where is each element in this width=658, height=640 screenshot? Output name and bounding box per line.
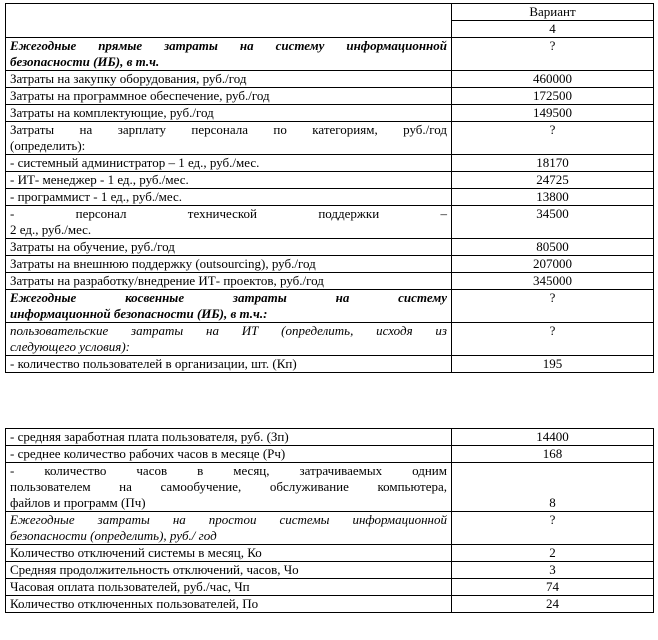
table-row (6, 172, 654, 189)
row-label: Затраты на разработку/внедрение ИТ- проектов, руб./год (6, 273, 452, 290)
row-label: Количество отключений системы в месяц, Ко (6, 545, 452, 562)
row-label (6, 206, 452, 239)
row-label-line: Ежегодные косвенные затраты на систему (10, 290, 447, 305)
row-label: Количество отключенных пользователей, По (6, 596, 452, 613)
row-value: 80500 (452, 239, 654, 256)
row-value: 14400 (452, 429, 654, 446)
table-row (6, 38, 654, 71)
table-row (6, 512, 654, 545)
row-label: - среднее количество рабочих часов в месяце (Рч) (6, 446, 452, 463)
table-row (6, 88, 654, 105)
row-label (6, 38, 452, 71)
variant-number: 4 (452, 21, 654, 38)
table-row (6, 463, 654, 512)
row-label: Затраты на обучение, руб./год (6, 239, 452, 256)
row-label-line: Ежегодные затраты на простои системы информационной (10, 512, 447, 527)
row-value: ? (452, 290, 654, 323)
row-value: ? (452, 122, 654, 155)
row-label-line: Ежегодные прямые затраты на систему информационной (10, 38, 447, 53)
row-label-line: файлов и программ (Пч) (10, 495, 146, 510)
row-value: 207000 (452, 256, 654, 273)
row-label-line: (определить): (10, 138, 86, 153)
table-row (6, 155, 654, 172)
variant-label: Вариант (452, 4, 654, 21)
row-label-line: - персонал технической поддержки – (10, 206, 447, 221)
table-row (6, 189, 654, 206)
row-label (6, 323, 452, 356)
table-row (6, 596, 654, 613)
row-value: 460000 (452, 71, 654, 88)
row-label: - программист - 1 ед., руб./мес. (6, 189, 452, 206)
row-value: 8 (452, 463, 654, 512)
row-label (6, 463, 452, 512)
header-blank-cell (6, 4, 452, 38)
row-value: 195 (452, 356, 654, 373)
row-label: Затраты на внешнюю поддержку (outsourcing), руб./год (6, 256, 452, 273)
table-row (6, 71, 654, 88)
row-label-line: информационной безопасности (ИБ), в т.ч.: (10, 306, 268, 321)
table-row (6, 239, 654, 256)
costs-table-bottom (5, 428, 654, 613)
row-label (6, 290, 452, 323)
row-label-line: пользовательские затраты на ИТ (определить, исходя из (10, 323, 447, 338)
header-row (6, 4, 654, 21)
row-label (6, 512, 452, 545)
row-value: 18170 (452, 155, 654, 172)
row-label: - системный администратор – 1 ед., руб./мес. (6, 155, 452, 172)
table-row (6, 122, 654, 155)
row-label-line: - количество часов в месяц, затрачиваемых одним (10, 463, 447, 478)
row-label-line: безопасности (ИБ), в т.ч. (10, 54, 160, 69)
row-value: 24 (452, 596, 654, 613)
row-label: - количество пользователей в организации, шт. (Кп) (6, 356, 452, 373)
table-row (6, 545, 654, 562)
costs-table-top (5, 3, 654, 373)
table-row (6, 323, 654, 356)
table-row (6, 429, 654, 446)
row-label: Часовая оплата пользователей, руб./час, Чп (6, 579, 452, 596)
table-row (6, 356, 654, 373)
row-value: 24725 (452, 172, 654, 189)
row-label (6, 122, 452, 155)
row-value: ? (452, 38, 654, 71)
row-label-line: пользователем на самообучение, обслуживание компьютера, (10, 479, 447, 494)
table-row (6, 105, 654, 122)
table-row (6, 256, 654, 273)
row-label: Затраты на закупку оборудования, руб./год (6, 71, 452, 88)
row-value: 3 (452, 562, 654, 579)
table-row (6, 562, 654, 579)
row-value: 345000 (452, 273, 654, 290)
row-value: ? (452, 512, 654, 545)
row-value: 172500 (452, 88, 654, 105)
table-row (6, 273, 654, 290)
table-row (6, 206, 654, 239)
row-value: 168 (452, 446, 654, 463)
row-label-line: безопасности (определить), руб./ год (10, 528, 217, 543)
row-value: ? (452, 323, 654, 356)
row-label: Затраты на программное обеспечение, руб./год (6, 88, 452, 105)
row-value: 34500 (452, 206, 654, 239)
row-value: 13800 (452, 189, 654, 206)
row-value: 2 (452, 545, 654, 562)
row-label-line: 2 ед., руб./мес. (10, 222, 92, 237)
row-label: - средняя заработная плата пользователя, руб. (Зп) (6, 429, 452, 446)
row-value: 149500 (452, 105, 654, 122)
row-label-line: следующего условия): (10, 339, 130, 354)
row-value: 74 (452, 579, 654, 596)
row-label: Средняя продолжительность отключений, часов, Чо (6, 562, 452, 579)
row-label: - ИТ- менеджер - 1 ед., руб./мес. (6, 172, 452, 189)
row-label-line: Затраты на зарплату персонала по категориям, руб./год (10, 122, 447, 137)
table-row (6, 446, 654, 463)
table-row (6, 290, 654, 323)
table-row (6, 579, 654, 596)
row-label: Затраты на комплектующие, руб./год (6, 105, 452, 122)
